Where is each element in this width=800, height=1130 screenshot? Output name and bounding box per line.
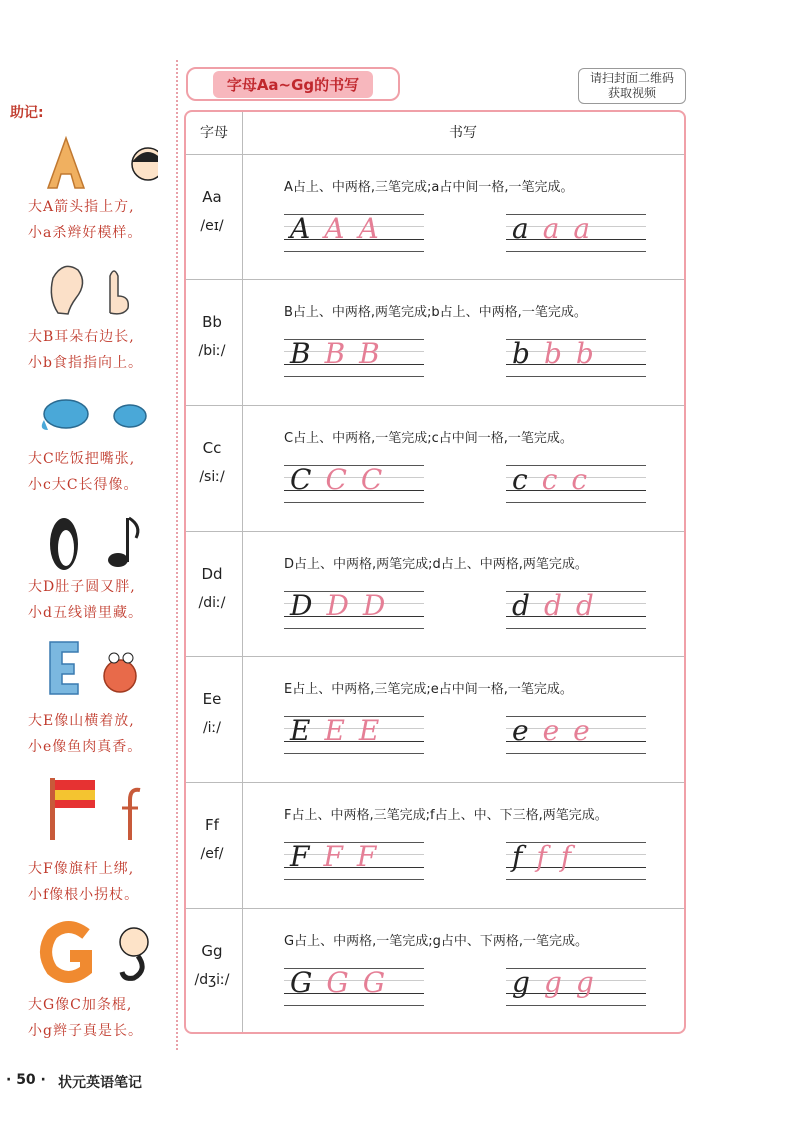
model-letter: G [290,966,327,999]
handwriting-lines-lower [506,339,646,377]
row-divider [186,279,684,280]
trace-letter: BB [324,337,394,370]
letter-cell [184,565,240,611]
model-letter: E [290,714,325,747]
letter-cell [184,690,240,736]
ear-finger-illustration [38,258,158,318]
mnemonic-b-1: 大B耳朵右边长, [28,329,135,345]
model-letter: c [512,463,542,496]
letter-trace-lower [512,589,608,622]
qr-note-line1: 请扫封面二维码 [589,71,674,85]
penguin-note-illustration [44,512,154,572]
model-letter: g [512,966,544,999]
mnemonic-g-2: 小g辫子真是长。 [28,1023,143,1039]
trace-letter: ff [536,840,586,873]
row-divider [186,908,684,909]
mnemonic-f-2: 小f像根小拐杖。 [28,887,140,903]
page-number: · 50 · [6,1072,46,1088]
trace-letter: bb [543,337,608,370]
trace-letter: dd [543,589,608,622]
page-title [186,67,400,101]
mnemonic-c-1: 大C吃饭把嘴张, [28,451,136,467]
model-letter: A [290,212,325,245]
mnemonic-label: 助记: [10,105,44,121]
letter-name: Dd [201,565,223,583]
handwriting-lines-lower [506,716,646,754]
letter-name: Cc [202,439,222,457]
writing-instruction: E占上、中两格,三笔完成;e占中间一格,一笔完成。 [284,682,573,697]
letter-trace-lower [512,714,604,747]
model-letter: b [512,337,544,370]
mnemonic-a-2: 小a杀辫好模样。 [28,225,143,241]
letter-trace-lower [512,966,608,999]
phonetic-symbol: /dʒiː/ [194,972,230,988]
mnemonic-d-1: 大D肚子圆又胖, [28,579,136,595]
trace-letter: cc [541,463,602,496]
row-divider [186,154,684,155]
model-letter: F [290,840,324,873]
dolphins-illustration [38,386,158,438]
flag-f-illustration [44,772,154,844]
row-divider [186,405,684,406]
handwriting-lines-upper [284,842,424,880]
column-header-writing: 书写 [449,125,477,141]
phonetic-symbol: /diː/ [198,595,226,611]
writing-instruction: D占上、中两格,两笔完成;d占上、中两格,两笔完成。 [284,557,588,572]
qr-note-line2: 获取视频 [607,86,656,100]
writing-instruction: B占上、中两格,两笔完成;b占上、中两格,一笔完成。 [284,305,587,320]
model-letter: B [290,337,325,370]
mnemonic-c-2: 小c大C长得像。 [28,477,139,493]
row-divider [186,656,684,657]
trace-letter: gg [543,966,608,999]
phonetic-symbol: /iː/ [202,720,222,736]
letter-cell [184,942,240,988]
letter-cell [184,439,240,485]
mnemonic-a-1: 大A箭头指上方, [28,199,135,215]
letter-trace-lower [512,337,608,370]
handwriting-lines-upper [284,465,424,503]
handwriting-lines-upper [284,214,424,252]
trace-letter: CC [325,463,397,496]
mnemonic-d-2: 小d五线谱里藏。 [28,605,143,621]
handwriting-lines-upper [284,968,424,1006]
model-letter: D [290,589,327,622]
writing-instruction: G占上、中两格,一笔完成;g占中、下两格,一笔完成。 [284,934,588,949]
letter-name: Bb [202,313,222,331]
trace-letter: aa [542,212,605,245]
letter-name: Aa [202,188,222,206]
column-divider [242,112,243,1032]
letter-cell [184,313,240,359]
letter-trace-upper [290,589,399,622]
trace-letter: EE [324,714,394,747]
model-letter: f [512,840,537,873]
mnemonic-b-2: 小b食指指向上。 [28,355,143,371]
letter-trace-upper [290,714,393,747]
letter-trace-upper [290,463,396,496]
column-header-letter: 字母 [200,125,228,141]
trace-letter: FF [323,840,391,873]
handwriting-lines-lower [506,214,646,252]
phonetic-symbol: /biː/ [198,343,226,359]
handwriting-lines-lower [506,968,646,1006]
handwriting-lines-lower [506,591,646,629]
table-header [186,112,684,154]
letter-trace-upper [290,966,399,999]
letter-name: Ff [205,816,219,834]
book-title: 状元英语笔记 [58,1075,142,1091]
mnemonic-e-2: 小e像鱼肉真香。 [28,739,143,755]
handwriting-lines-lower [506,465,646,503]
letter-trace-upper [290,337,394,370]
trace-letter: GG [326,966,400,999]
sidebar-divider [176,60,178,1050]
trace-letter: AA [324,212,393,245]
letter-g-illustration [38,920,158,986]
row-divider [186,782,684,783]
writing-instruction: C占上、中两格,一笔完成;c占中间一格,一笔完成。 [284,431,573,446]
trace-letter: ee [542,714,604,747]
letter-name: Ee [202,690,222,708]
model-letter: e [512,714,543,747]
writing-instruction: A占上、中两格,三笔完成;a占中间一格,一笔完成。 [284,180,574,195]
letter-trace-lower [512,212,604,245]
model-letter: d [512,589,544,622]
letter-name: Gg [201,942,223,960]
letter-a-illustration [38,132,158,192]
letter-trace-lower [512,840,585,873]
handwriting-lines-lower [506,842,646,880]
row-divider [186,531,684,532]
mnemonic-f-1: 大F像旗杆上绑, [28,861,135,877]
phonetic-symbol: /eɪ/ [200,218,224,234]
letter-cell [184,188,240,234]
letter-trace-upper [290,212,393,245]
phonetic-symbol: /ef/ [200,846,224,862]
mnemonic-g-1: 大G像C加条棍, [28,997,133,1013]
qr-note [578,68,686,104]
handwriting-lines-upper [284,716,424,754]
letter-cell [184,816,240,862]
mnemonic-e-1: 大E像山横着放, [28,713,135,729]
letter-e-illustration [44,638,154,698]
phonetic-symbol: /siː/ [199,469,225,485]
letter-trace-lower [512,463,601,496]
trace-letter: DD [326,589,400,622]
model-letter: a [512,212,543,245]
handwriting-lines-upper [284,339,424,377]
letter-trace-upper [290,840,390,873]
model-letter: C [290,463,326,496]
page-title-text: 字母Aa~Gg的书写 [213,71,373,98]
writing-instruction: F占上、中两格,三笔完成;f占上、中、下三格,两笔完成。 [284,808,608,823]
handwriting-lines-upper [284,591,424,629]
